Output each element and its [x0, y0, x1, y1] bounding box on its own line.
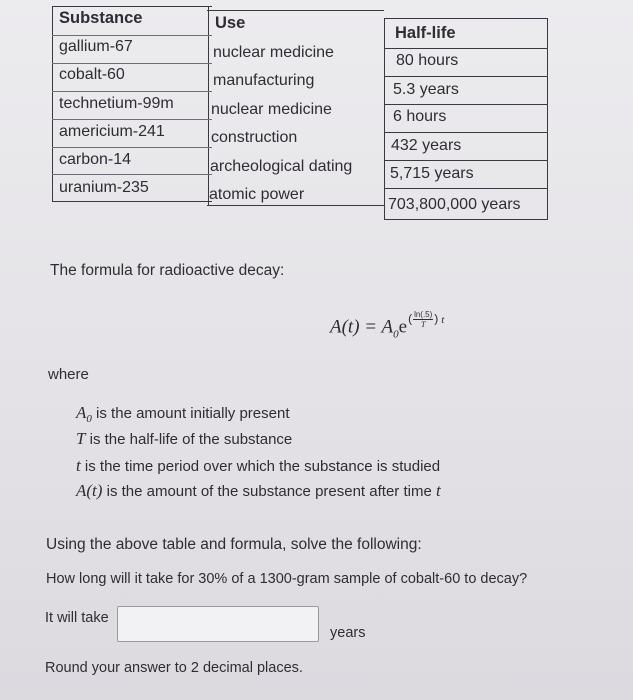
- definition-amount: [76, 481, 441, 501]
- formula-lhs: A(t) = A: [330, 316, 394, 338]
- exponent-close-paren: ): [434, 311, 439, 326]
- t-symbol: T: [76, 429, 86, 448]
- table-cell-substance: technetium-99m: [59, 95, 174, 112]
- exponent-t: t: [441, 313, 445, 326]
- table-cell-use: atomic power: [209, 186, 305, 203]
- table-cell-use: nuclear medicine: [211, 101, 332, 118]
- answer-prefix: It will take: [45, 610, 109, 626]
- table-cell-use: construction: [211, 129, 298, 146]
- table-cell-half-life: 80 hours: [396, 52, 459, 69]
- column-header-substance: Substance: [59, 9, 143, 27]
- at-symbol: A(t): [76, 481, 103, 500]
- exponent-numerator: ln(.5): [414, 310, 433, 319]
- table-cell-substance: gallium-67: [59, 38, 133, 55]
- table-cell-use: manufacturing: [213, 72, 315, 89]
- answer-input[interactable]: [117, 606, 319, 642]
- column-header-half-life: Half-life: [395, 24, 456, 42]
- table-cell-half-life: 5,715 years: [390, 165, 474, 182]
- time-text: is the time period over which the substance is studied: [80, 458, 441, 475]
- table-cell-substance: uranium-235: [59, 179, 149, 196]
- t-text: is the half-life of the substance: [85, 431, 293, 448]
- definition-half-life: [76, 429, 292, 449]
- question-prompt: How long will it take for 30% of a 1300-gram sample of cobalt-60 to decay?: [46, 571, 528, 587]
- exponent-open-paren: (: [408, 311, 413, 326]
- table-cell-substance: carbon-14: [59, 151, 132, 168]
- formula-exponent: [408, 310, 444, 329]
- time-symbol: t: [76, 456, 81, 475]
- table-cell-half-life: 6 hours: [393, 108, 447, 125]
- rounding-note: Round your answer to 2 decimal places.: [45, 660, 303, 676]
- a0-subscript: 0: [86, 413, 92, 425]
- answer-suffix: years: [330, 625, 366, 641]
- decay-formula: [330, 310, 444, 340]
- table-cell-use: nuclear medicine: [213, 44, 334, 61]
- formula-e: e: [398, 316, 408, 338]
- at-end-symbol: t: [435, 481, 441, 500]
- exponent-denominator: T: [420, 320, 426, 329]
- column-header-use: Use: [215, 14, 246, 32]
- definition-time: [76, 456, 440, 476]
- table-cell-substance: cobalt-60: [59, 66, 125, 83]
- question-instruction: Using the above table and formula, solve the following:: [46, 536, 422, 553]
- exponent-fraction: [413, 310, 433, 329]
- definition-a0: [76, 403, 290, 425]
- formula-intro: The formula for radioactive decay:: [50, 262, 285, 279]
- table-cell-use: archeological dating: [210, 158, 353, 175]
- formula-a0-subscript: 0: [393, 328, 399, 341]
- a0-text: is the amount initially present: [91, 405, 290, 422]
- table-cell-half-life: 703,800,000 years: [388, 196, 521, 213]
- table-cell-substance: americium-241: [59, 123, 165, 140]
- at-text: is the amount of the substance present after time: [102, 483, 436, 500]
- where-label: where: [48, 366, 89, 383]
- table-cell-half-life: 432 years: [391, 137, 462, 154]
- a0-symbol: A: [76, 403, 87, 422]
- table-cell-half-life: 5.3 years: [393, 81, 459, 98]
- half-life-table: [52, 6, 548, 220]
